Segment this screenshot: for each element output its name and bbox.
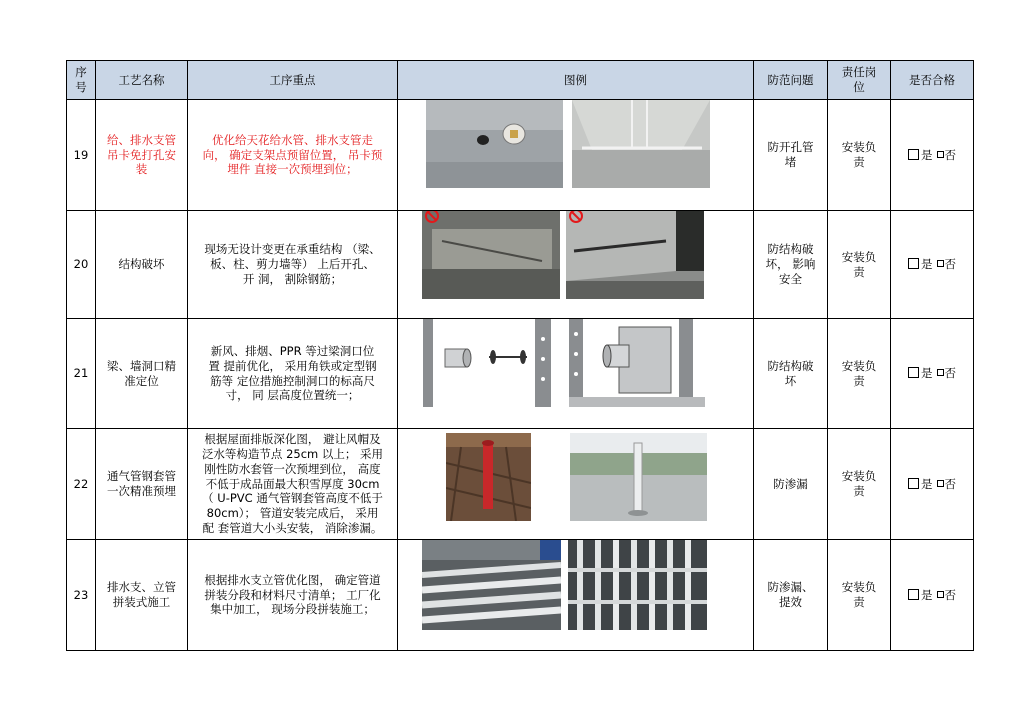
process-name: 通气管钢套管 一次精准预埋 [96, 429, 188, 540]
prevention-issue: 防结构破 坏 [754, 319, 828, 429]
col-header-role: 责任岗 位 [828, 61, 891, 100]
illustration-cell [398, 100, 754, 211]
photo-prefab-pipe-assemblies [568, 540, 707, 630]
table-row [67, 319, 974, 429]
responsible-role: 安装负 责 [828, 429, 891, 540]
photo-steel-sleeve-rebar [446, 433, 531, 521]
row-number: 21 [67, 319, 96, 429]
yes-checkbox[interactable] [908, 149, 919, 160]
prevention-issue: 防渗漏、 提效 [754, 540, 828, 651]
pass-check-cell [891, 319, 974, 429]
process-key-points: 现场无设计变更在承重结构 （梁、 板、柱、剪力墙等） 上后开孔、 开 洞， 割除钢筋； [188, 211, 398, 319]
process-name: 给、排水支管 吊卡免打孔安 装 [96, 100, 188, 211]
process-table [66, 60, 974, 651]
illustration-cell [398, 211, 754, 319]
process-key-points: 根据排水支立管优化图， 确定管道 拼装分段和材料尺寸清单； 工厂化 集中加工， 现场分段拼装施工； [188, 540, 398, 651]
process-name: 结构破坏 [96, 211, 188, 319]
no-label: 否 [944, 147, 956, 162]
no-checkbox[interactable] [937, 260, 944, 267]
row-number: 23 [67, 540, 96, 651]
pass-check-cell [891, 211, 974, 319]
yes-checkbox[interactable] [908, 367, 919, 378]
no-checkbox[interactable] [937, 369, 944, 376]
illustration-cell [398, 540, 754, 651]
photo-wall-opening [566, 211, 704, 299]
photo-roof-vent-pipe [570, 433, 707, 521]
no-checkbox[interactable] [937, 480, 944, 487]
process-key-points: 优化给天花给水管、排水支管走 向， 确定支架点预留位置， 吊卡预 埋件 直接一次预埋到位； [188, 100, 398, 211]
pass-check-cell [891, 540, 974, 651]
photo-ceiling-pipes [572, 100, 710, 188]
row-number: 20 [67, 211, 96, 319]
process-key-points: 根据屋面排版深化图， 避让风帽及 泛水等构造节点 25cm 以上； 采用 刚性防水套管一次预埋到位， 高度 不低于成品面最大积雪厚度 30cm （ U-PVC 通气管钢套管高度不低于 80cm）； 管道安装完成后， 采用 配 套管道大小头安装， 消除渗漏。 [188, 429, 398, 540]
no-label: 否 [944, 366, 956, 381]
table-row [67, 540, 974, 651]
yes-checkbox[interactable] [908, 589, 919, 600]
responsible-role: 安装负 责 [828, 540, 891, 651]
row-number: 19 [67, 100, 96, 211]
photo-pipe-clamp-embed [426, 100, 563, 188]
prevention-issue: 防结构破 坏， 影响 安全 [754, 211, 828, 319]
no-label: 否 [944, 476, 956, 491]
diagram-sleeve-installed [569, 319, 705, 407]
table-row [67, 100, 974, 211]
photo-broken-slab [422, 211, 560, 299]
yes-label: 是 [921, 587, 933, 602]
col-header-issue: 防范问题 [754, 61, 828, 100]
illustration-cell [398, 319, 754, 429]
yes-label: 是 [921, 257, 933, 272]
col-header-illustration: 图例 [398, 61, 754, 100]
responsible-role: 安装负 责 [828, 100, 891, 211]
no-label: 否 [944, 257, 956, 272]
responsible-role: 安装负 责 [828, 319, 891, 429]
yes-label: 是 [921, 476, 933, 491]
no-checkbox[interactable] [937, 591, 944, 598]
photo-prefab-pipes-factory [422, 540, 561, 630]
no-checkbox[interactable] [937, 151, 944, 158]
pass-check-cell [891, 429, 974, 540]
col-header-pass: 是否合格 [891, 61, 974, 100]
col-header-seq: 序 号 [67, 61, 96, 100]
yes-checkbox[interactable] [908, 478, 919, 489]
col-header-name: 工艺名称 [96, 61, 188, 100]
process-name: 排水支、立管 拼装式施工 [96, 540, 188, 651]
prevention-issue: 防开孔管 堵 [754, 100, 828, 211]
illustration-cell [398, 429, 754, 540]
no-label: 否 [944, 587, 956, 602]
yes-label: 是 [921, 366, 933, 381]
yes-checkbox[interactable] [908, 258, 919, 269]
table-row [67, 429, 974, 540]
diagram-sleeve-positioning [423, 319, 561, 407]
header-row [67, 61, 974, 100]
table-row [67, 211, 974, 319]
responsible-role: 安装负 责 [828, 211, 891, 319]
col-header-key: 工序重点 [188, 61, 398, 100]
process-name: 梁、墙洞口精 准定位 [96, 319, 188, 429]
pass-check-cell [891, 100, 974, 211]
prevention-issue: 防渗漏 [754, 429, 828, 540]
row-number: 22 [67, 429, 96, 540]
yes-label: 是 [921, 147, 933, 162]
process-key-points: 新风、排烟、PPR 等过梁洞口位 置 提前优化， 采用角铁或定型钢 筋等 定位措施控制洞口的标高尺 寸， 同 层高度位置统一； [188, 319, 398, 429]
